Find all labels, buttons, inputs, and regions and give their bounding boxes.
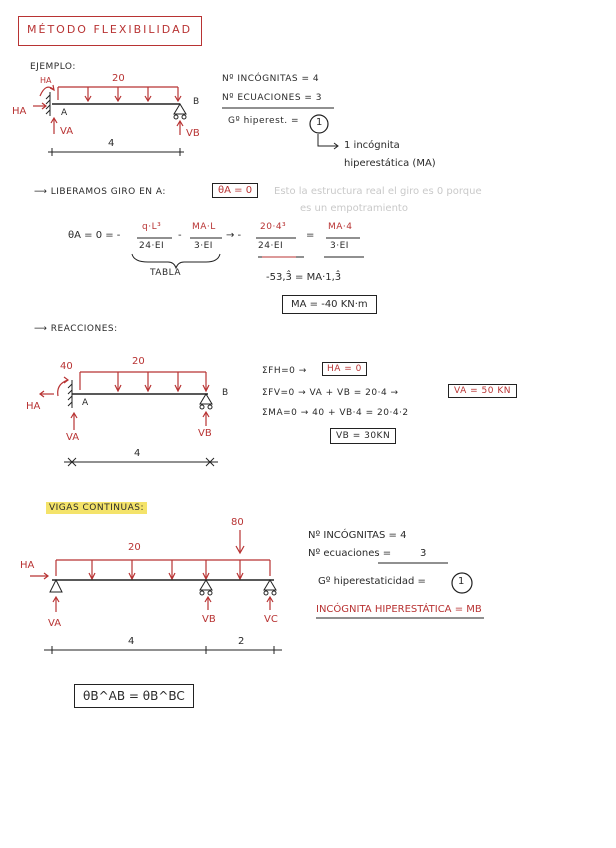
page-title-text: MÉTODO FLEXIBILIDAD [27, 23, 193, 36]
example-node-a: A [61, 108, 68, 118]
reactions-sum-ma: ΣMA=0 → 40 + VB·4 = 20·4·2 [262, 408, 409, 418]
release-faded-line2: es un empotramiento [300, 203, 408, 214]
reactions-moment-label: 40 [60, 361, 73, 372]
example-label: EJEMPLO: [30, 62, 76, 72]
continuous-unknowns: Nº INCÓGNITAS = 4 [308, 530, 407, 541]
example-ha-top-label: HA [40, 76, 52, 85]
continuous-distributed-load [56, 560, 270, 579]
continuous-degree: Gº hiperestaticidad = [318, 576, 426, 587]
continuous-ha-label: HA [20, 560, 35, 571]
example-note-line2: hiperestática (MA) [344, 158, 436, 169]
example-vb-label: VB [186, 128, 200, 139]
continuous-dimension-line [44, 646, 282, 654]
continuous-title: VIGAS CONTINUAS: [46, 502, 147, 514]
equation-tabla: TABLA [150, 268, 182, 278]
example-degree-value: 1 [316, 117, 323, 128]
equation-frac3-num: 20·4³ [260, 222, 287, 232]
continuous-hyper: INCÓGNITA HIPERESTÁTICA = MB [316, 604, 482, 615]
continuous-degree-value: 1 [458, 576, 465, 587]
example-unknowns: Nº INCÓGNITAS = 4 [222, 74, 320, 84]
continuous-compat-text: θB^AB = θB^BC [83, 689, 185, 703]
continuous-va-label: VA [48, 618, 62, 629]
example-ha-label: HA [12, 106, 27, 117]
reactions-sum-fv: ΣFV=0 → VA + VB = 20·4 → [262, 388, 399, 398]
release-text-label: LIBERAMOS GIRO EN A: [50, 187, 166, 197]
continuous-load-label: 20 [128, 542, 141, 553]
equation-line2: -53,3̂ = MA·1,3̂ [266, 272, 342, 283]
reactions-vb-label: VB [198, 428, 212, 439]
reactions-node-a: A [82, 398, 89, 408]
reactions-sum-fh: ΣFH=0 → [262, 366, 307, 376]
arrow-icon: ⟶ [34, 187, 51, 197]
equation-result-text: MA = -40 KN·m [291, 299, 368, 310]
continuous-vb-label: VB [202, 614, 216, 625]
equation-minus: - [178, 230, 182, 241]
reactions-va-result-text: VA = 50 KN [454, 386, 511, 396]
continuous-compat [74, 684, 194, 708]
continuous-span2-label: 2 [238, 636, 245, 647]
example-load-label: 20 [112, 73, 125, 84]
equation-arrow-part: → - [226, 230, 242, 241]
example-span-label: 4 [108, 138, 115, 149]
reactions-node-b: B [222, 388, 229, 398]
continuous-point-load [236, 530, 244, 553]
example-note-line1: 1 incógnita [344, 140, 400, 151]
reactions-load-label: 20 [132, 356, 145, 367]
equation-frac3-den: 24·EI [258, 241, 284, 251]
reactions-title-text: REACCIONES: [50, 324, 118, 334]
release-faded-line1: Esto la estructura real el giro es 0 porque [274, 186, 482, 197]
equation-frac1-den: 24·EI [139, 241, 165, 251]
equation-frac2-den: 3·EI [194, 241, 213, 251]
reactions-vb-result-text: VB = 30KN [336, 431, 391, 441]
example-equations: Nº ECUACIONES = 3 [222, 93, 323, 103]
continuous-equations: Nº ecuaciones = [308, 548, 392, 559]
example-degree-label: Gº hiperest. = [228, 116, 300, 126]
equation-frac1-num: q·L³ [142, 222, 162, 232]
reactions-ha-result-text: HA = 0 [327, 364, 362, 374]
example-node-b: B [193, 97, 200, 107]
continuous-point-load-label: 80 [231, 517, 244, 528]
continuous-roller-support-c [264, 580, 276, 595]
release-boxed-text: θA = 0 [218, 185, 253, 196]
equation-frac4-den: 3·EI [330, 241, 349, 251]
equation-frac2-num: MA·L [192, 222, 216, 232]
equation-frac4-num: MA·4 [328, 222, 353, 232]
continuous-equations-value: 3 [420, 548, 427, 559]
reactions-va-label: VA [66, 432, 80, 443]
equation-eq: = [306, 230, 315, 241]
reactions-ha-label: HA [26, 401, 41, 412]
arrow-icon: ⟶ [34, 324, 51, 334]
continuous-vc-label: VC [264, 614, 278, 625]
continuous-span1-label: 4 [128, 636, 135, 647]
reactions-span-label: 4 [134, 448, 141, 459]
equation-lhs: θA = 0 = - [68, 230, 121, 241]
continuous-roller-support-b [200, 580, 212, 595]
example-va-label: VA [60, 126, 74, 137]
continuous-pin-support-a [50, 580, 62, 592]
